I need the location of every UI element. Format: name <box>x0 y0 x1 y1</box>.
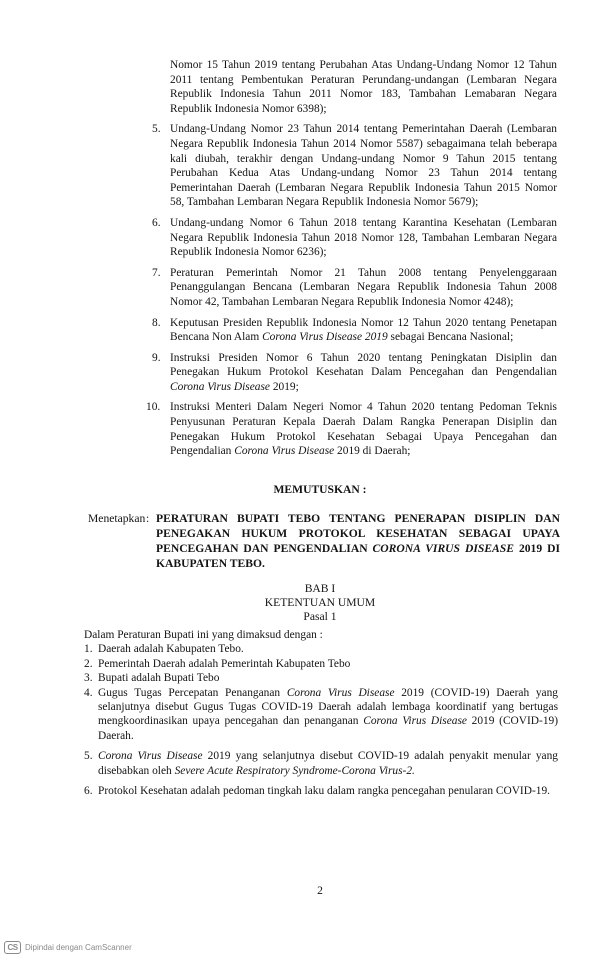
establish-text <box>156 511 560 571</box>
item-number: 9. <box>152 351 161 364</box>
text-run: Pemerintah Daerah adalah Pemerintah Kabupaten Tebo <box>98 657 351 670</box>
establish-label: Menetapkan <box>88 512 146 525</box>
text-run: sebagai Bencana Nasional; <box>387 331 514 344</box>
definition-item <box>84 749 558 778</box>
establish-colon: : <box>146 512 150 525</box>
italic-term: CORONA VIRUS DISEASE <box>372 542 514 555</box>
text-run: Instruksi Presiden Nomor 6 Tahun 2020 tentang Peningkatan Disiplin dan Penegakan Hukum Protokol Kesehatan Dalam Pencegahan dan Pengendalian <box>170 351 557 379</box>
italic-term: Corona Virus Disease <box>98 750 203 763</box>
chapter-number: BAB I <box>304 582 336 595</box>
italic-term: Corona Virus Disease <box>363 715 467 728</box>
text-run: Gugus Tugas Percepatan Penanganan <box>98 686 287 699</box>
text-run: PERATURAN BUPATI TEBO TENTANG PENERAPAN DISIPLIN DAN PENEGAKAN HUKUM PROTOKOL KESEHATAN SEBAGAI UPAYA PENCEGAHAN DAN PENGENDALIAN <box>156 512 560 555</box>
text-run: Keputusan Presiden Republik Indonesia Nomor 12 Tahun 2020 tentang Penetapan Bencana Non Alam <box>170 316 557 344</box>
consideration-list <box>146 58 557 465</box>
consideration-item <box>146 400 557 458</box>
consideration-item <box>152 316 557 345</box>
italic-term: Corona Virus Disease <box>234 445 335 458</box>
scanner-text: Dipindai dengan CamScanner <box>25 942 132 952</box>
text-run: 2019 di Daerah; <box>334 445 411 458</box>
establish-block <box>88 511 560 571</box>
item-number: 2. <box>84 657 93 670</box>
item-number: 1. <box>84 643 93 656</box>
item-number: 7. <box>152 266 161 279</box>
italic-term: Severe Acute Respiratory Syndrome-Corona Virus-2. <box>174 764 415 777</box>
item-number: 5. <box>152 123 161 136</box>
page-number: 2 <box>317 884 323 897</box>
article-number: Pasal 1 <box>303 610 337 623</box>
definition-item <box>84 686 558 744</box>
item-number: 4. <box>84 686 93 699</box>
text-run: Undang-Undang Nomor 23 Tahun 2014 tentang Pemerintahan Daerah (Lembaran Negara Republik Indonesia Tahun 2014 Nomor 5587) sebagaimana telah beberapa kali diubah, terakhir dengan Undang-undang Nomor 9 Tahun 2015 tentang Perubahan Kedua Atas Undang-undang Nomor 23 Tahun 2014 tentang Pemerintahan Daerah (Lembaran Negara Republik Indonesia Tahun 2015 Nomor 58, Tambahan Lembaran Negara Republik Indonesia Nomor 5679); <box>170 123 557 209</box>
item-number: 3. <box>84 672 93 685</box>
text-run: Daerah adalah Kabupaten Tebo. <box>98 643 244 656</box>
consideration-item <box>152 58 557 116</box>
text-run: Undang-undang Nomor 6 Tahun 2018 tentang Karantina Kesehatan (Lembaran Negara Republik Indonesia Tahun 2018 Nomor 128, Tambahan Lembaran Negara Republik Indonesia Nomor 6236); <box>170 216 557 259</box>
text-run: 2019 yang selanjutnya disebut COVID-19 adalah penyakit menular yang disebabkan oleh <box>98 750 559 777</box>
item-number: 8. <box>152 316 161 329</box>
text-run: Instruksi Menteri Dalam Negeri Nomor 4 Tahun 2020 tentang Pedoman Teknis Penyusunan Peraturan Kepala Daerah Dalam Rangka Penerapan Disiplin dan Penegakan Hukum Protokol Kesehatan Sebagai Upaya Pencegahan dan Pengendalian <box>170 401 557 458</box>
italic-term: Corona Virus Disease <box>286 686 395 699</box>
text-run: Nomor 15 Tahun 2019 tentang Perubahan Atas Undang-Undang Nomor 12 Tahun 2011 tentang Pembentukan Peraturan Perundang-undangan (Lembaran Negara Republik Indonesia Tahun 2011 Nomor 183, Tambahan Lemabaran Negara Republik Indonesia Nomor 6398); <box>170 59 557 115</box>
text-run: 2019; <box>269 380 299 393</box>
definition-item <box>84 642 558 656</box>
consideration-item <box>152 266 557 310</box>
definitions-intro: Dalam Peraturan Bupati ini yang dimaksud dengan : <box>84 629 323 641</box>
consideration-item <box>152 122 557 210</box>
italic-term: Corona Virus Disease <box>170 380 270 393</box>
item-number: 6. <box>152 216 161 229</box>
chapter-title: KETENTUAN UMUM <box>264 596 376 609</box>
definition-list <box>84 628 558 798</box>
item-number: 6. <box>84 785 93 798</box>
scanner-watermark <box>4 940 132 954</box>
italic-term: Corona Virus Disease 2019 <box>262 331 388 344</box>
item-number: 10. <box>146 401 161 414</box>
camscanner-logo: CS <box>4 941 21 954</box>
definition-item <box>84 784 558 798</box>
definition-item <box>84 657 558 671</box>
consideration-item <box>152 216 557 260</box>
definition-item <box>84 671 558 685</box>
text-run: Protokol Kesehatan adalah pedoman tingkah laku dalam rangka pencegahan penularan COVID-19. <box>98 785 550 798</box>
text-run: Bupati adalah Bupati Tebo <box>98 672 220 685</box>
consideration-item <box>152 351 557 395</box>
text-run: Peraturan Pemerintah Nomor 21 Tahun 2008 tentang Penyelenggaraan Penanggulangan Bencana (Lembaran Negara Republik Indonesia Tahun 2008 Nomor 42, Tambahan Lembaran Negara Republik Indonesia Nomor 4248); <box>170 266 557 308</box>
text-run: 2019 DI KABUPATEN TEBO. <box>156 542 560 570</box>
text-run: 2019 (COVID-19) Daerah yang selanjutnya disebut Gugus Tugas COVID-19 Daerah adalah lembaga koordinatif yang bertugas mengkoordinasikan upaya pencegahan dan penanganan <box>98 686 558 728</box>
item-number: 5. <box>84 750 93 763</box>
decision-heading: MEMUTUSKAN : <box>273 483 367 496</box>
text-run: 2019 (COVID-19) Daerah. <box>98 715 559 742</box>
